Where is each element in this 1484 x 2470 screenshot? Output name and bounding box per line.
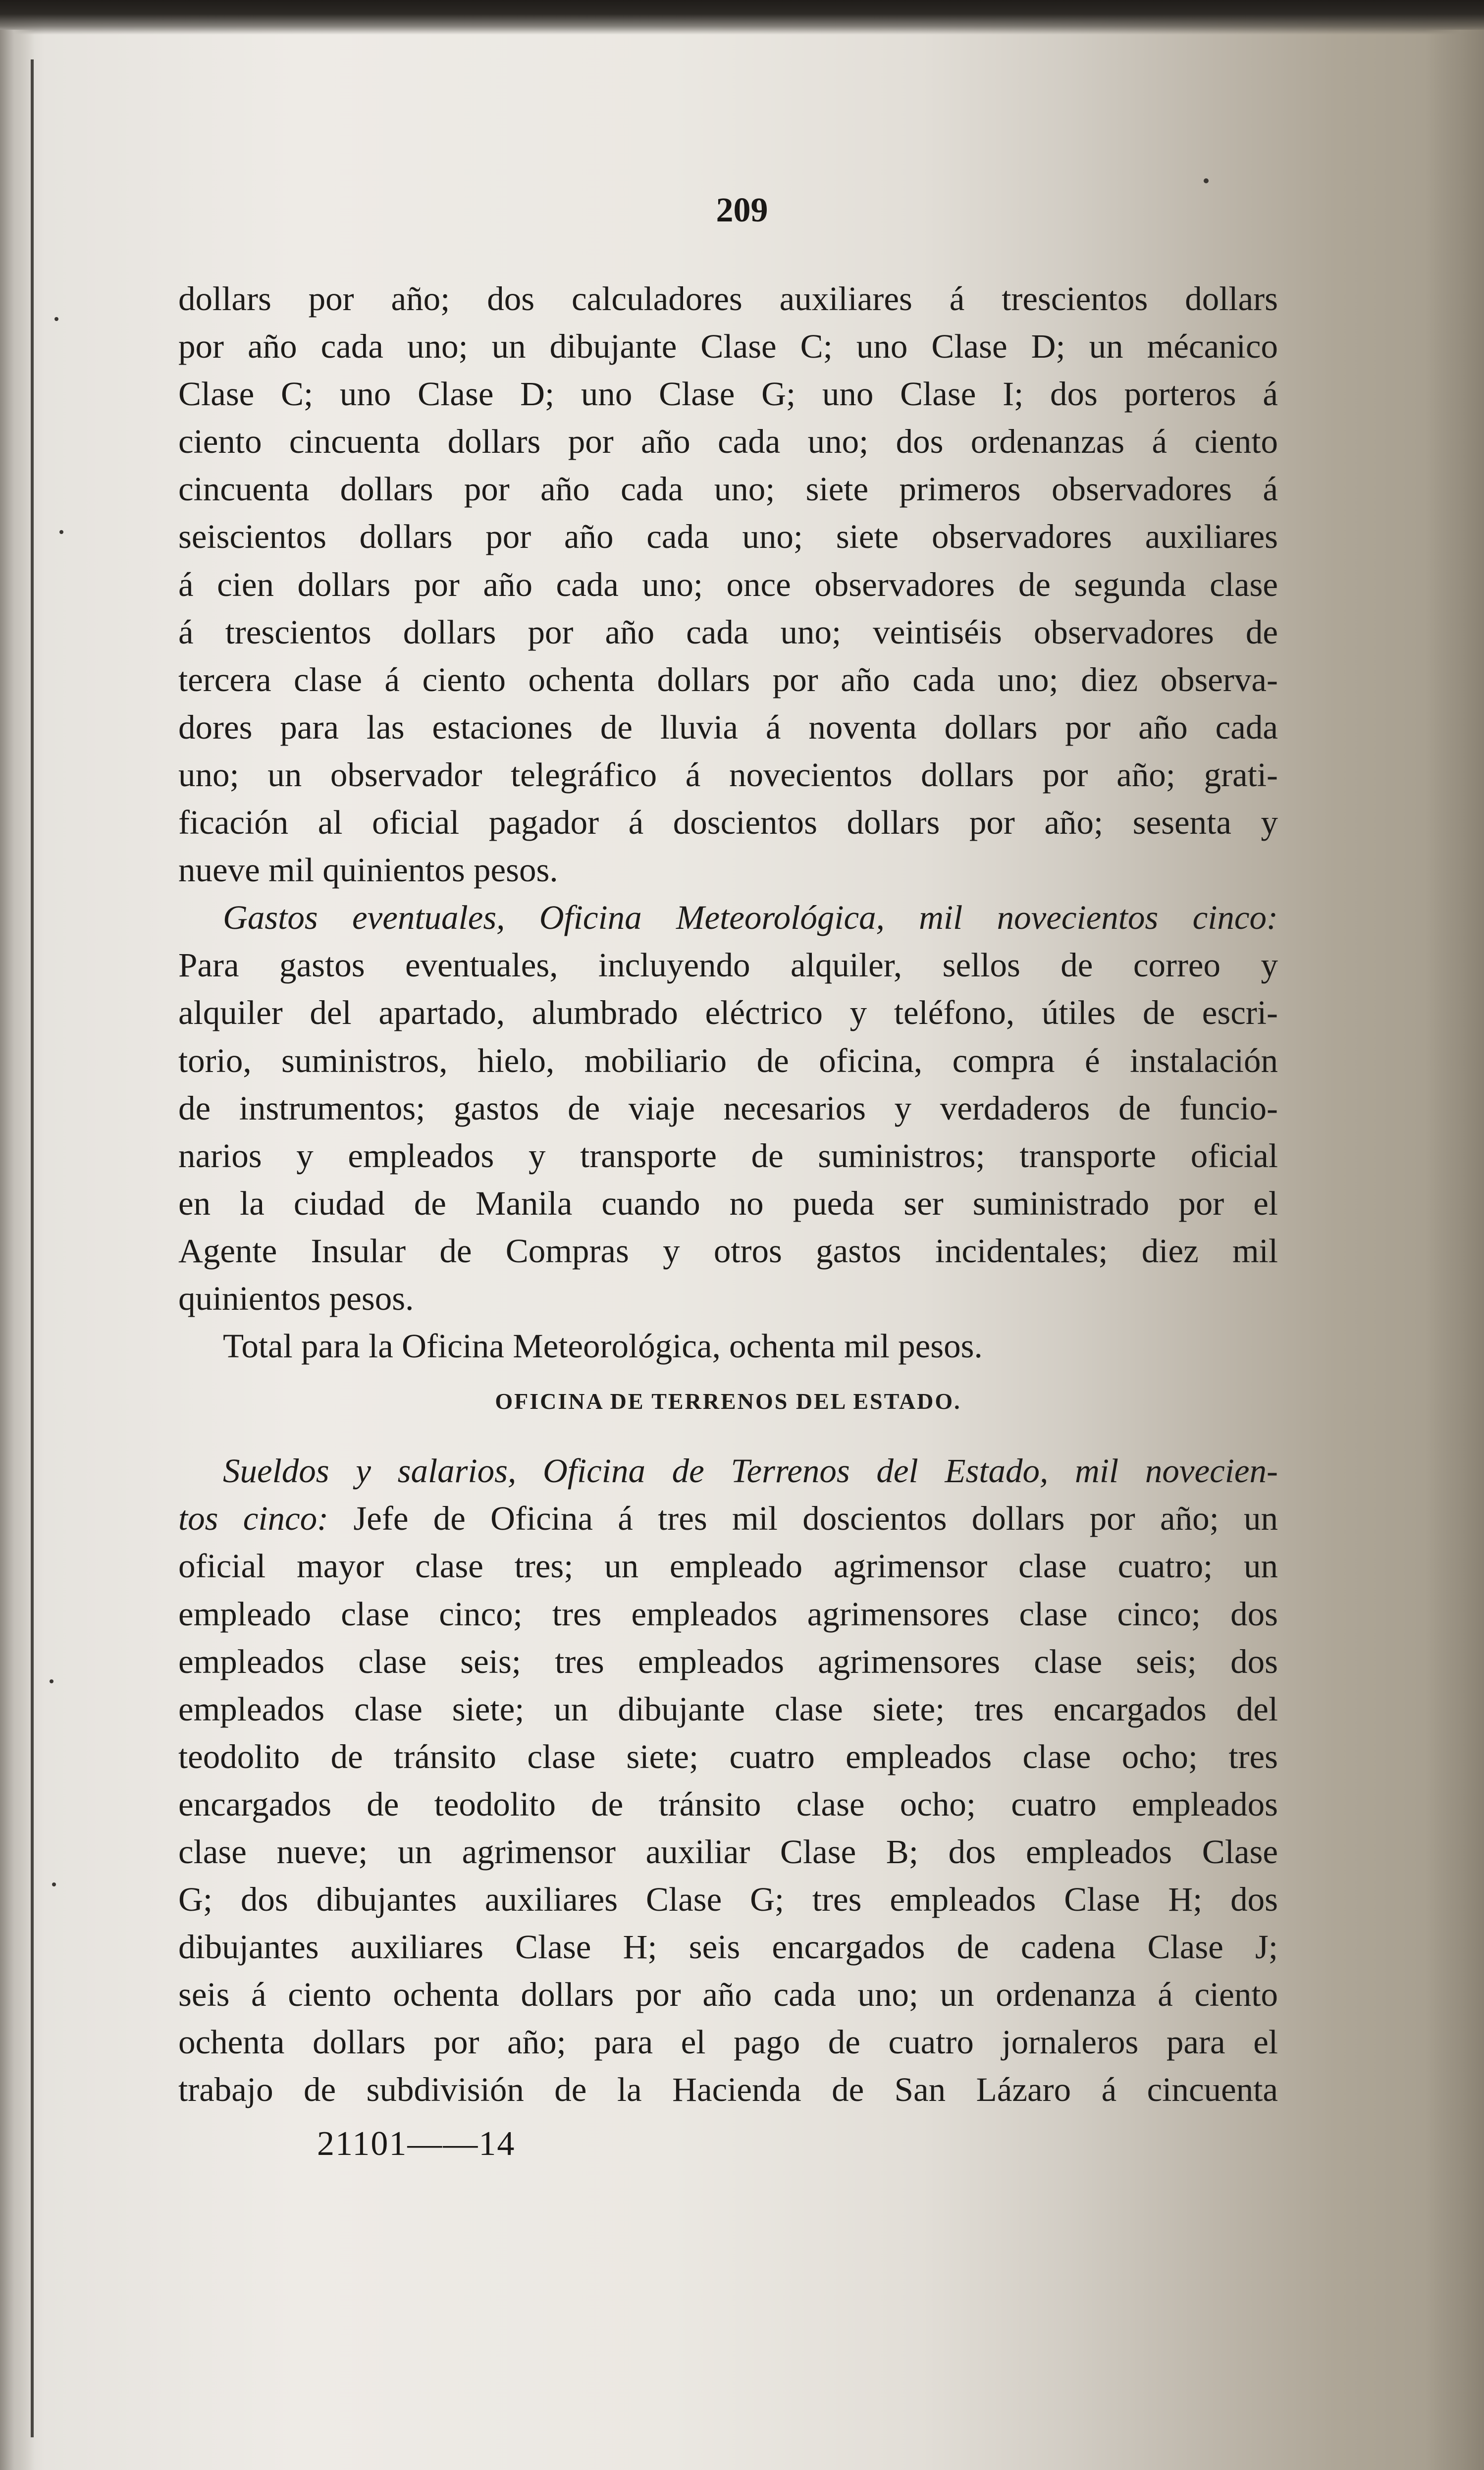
text-line: empleado clase cinco; tres empleados agrimensores clase cinco; dos — [178, 1595, 1278, 1633]
page-number: 209 — [716, 191, 768, 229]
text-line: G; dos dibujantes auxiliares Clase G; tres empleados Clase H; dos — [178, 1880, 1278, 1919]
text-line: en la ciudad de Manila cuando no pueda ser suministrado por el — [178, 1184, 1278, 1222]
text-line: Para gastos eventuales, incluyendo alquiler, sellos de correo y — [178, 946, 1278, 984]
text-line: encargados de teodolito de tránsito clase ocho; cuatro empleados — [178, 1785, 1278, 1823]
text-line: trabajo de subdivisión de la Hacienda de San Lázaro á cincuenta — [178, 2071, 1278, 2109]
text-line: alquiler del apartado, alumbrado eléctrico y teléfono, útiles de escri- — [178, 994, 1278, 1032]
sueldos-heading-line-2 — [178, 1495, 1278, 1542]
text-line: dibujantes auxiliares Clase H; seis encargados de cadena Clase J; — [178, 1928, 1278, 1966]
text-line: dollars por año; dos calculadores auxiliares á trescientos dollars — [178, 280, 1278, 318]
ink-speck — [59, 530, 63, 534]
text-line: seis á ciento ochenta dollars por año cada uno; un ordenanza á ciento — [178, 1976, 1278, 2014]
right-edge-shadow — [1425, 30, 1484, 2470]
binding-line — [31, 59, 34, 2437]
text-line: empleados clase siete; un dibujante clase siete; tres encargados del — [178, 1690, 1278, 1728]
text-line: á cien dollars por año cada uno; once observadores de segunda clase — [178, 565, 1278, 603]
ink-speck — [54, 317, 58, 321]
section-heading: OFICINA DE TERRENOS DEL ESTADO. — [495, 1389, 961, 1414]
text-line: por año cada uno; un dibujante Clase C; uno Clase D; un mécanico — [178, 327, 1278, 366]
ink-speck — [1204, 178, 1209, 183]
text-line: nueve mil quinientos pesos. — [178, 851, 558, 889]
text-line: tercera clase á ciento ochenta dollars por año cada uno; diez observa- — [178, 660, 1278, 698]
text-line: ochenta dollars por año; para el pago de cuatro jornaleros para el — [178, 2023, 1278, 2061]
gastos-heading-text: Gastos eventuales, Oficina Meteorológica, mil novecientos cinco: — [223, 899, 1278, 937]
text-line: teodolito de tránsito clase siete; cuatro empleados clase ocho; tres — [178, 1737, 1278, 1775]
sueldos-heading-text-1: Sueldos y salarios, Oficina de Terrenos del Estado, mil novecien- — [223, 1452, 1278, 1490]
text-line: seiscientos dollars por año cada uno; siete observadores auxiliares — [178, 518, 1278, 556]
text-line: uno; un observador telegráfico á novecientos dollars por año; grati- — [178, 755, 1278, 794]
left-edge-shadow — [0, 30, 35, 2470]
gastos-heading — [178, 894, 1278, 941]
text-line: ficación al oficial pagador á doscientos dollars por año; sesenta y — [178, 804, 1278, 842]
text-line: Agente Insular de Compras y otros gastos incidentales; diez mil — [178, 1232, 1278, 1270]
text-line: empleados clase seis; tres empleados agrimensores clase seis; dos — [178, 1642, 1278, 1680]
ink-speck — [52, 1882, 56, 1886]
text-line: quinientos pesos. — [178, 1279, 414, 1317]
body-text — [178, 198, 1278, 2114]
sueldos-heading-text-2: tos cinco: — [178, 1500, 329, 1538]
text-line: narios y empleados y transporte de suministros; transporte oficial — [178, 1136, 1278, 1175]
text-line: cincuenta dollars por año cada uno; siete primeros observadores á — [178, 470, 1278, 508]
total-line: Total para la Oficina Meteorológica, ochenta mil pesos. — [223, 1327, 983, 1365]
text-line: oficial mayor clase tres; un empleado agrimensor clase cuatro; un — [178, 1547, 1278, 1585]
text-line: clase nueve; un agrimensor auxiliar Clase B; dos empleados Clase — [178, 1833, 1278, 1871]
sueldos-first-text: Jefe de Oficina á tres mil doscientos dollars por año; un — [328, 1500, 1278, 1538]
text-line: de instrumentos; gastos de viaje necesarios y verdaderos de funcio- — [178, 1089, 1278, 1127]
text-line: ciento cincuenta dollars por año cada uno; dos ordenanzas á ciento — [178, 423, 1278, 461]
top-edge-shadow — [0, 0, 1484, 35]
text-line: Clase C; uno Clase D; uno Clase G; uno Clase I; dos porteros á — [178, 375, 1278, 413]
printer-signature: 21101——14 — [317, 2125, 516, 2163]
text-line: torio, suministros, hielo, mobiliario de oficina, compra é instalación — [178, 1041, 1278, 1079]
text-line: á trescientos dollars por año cada uno; veintiséis observadores de — [178, 613, 1278, 651]
ink-speck — [50, 1679, 53, 1683]
text-line: dores para las estaciones de lluvia á noventa dollars por año cada — [178, 708, 1278, 746]
sueldos-heading-line-1 — [178, 1447, 1278, 1495]
